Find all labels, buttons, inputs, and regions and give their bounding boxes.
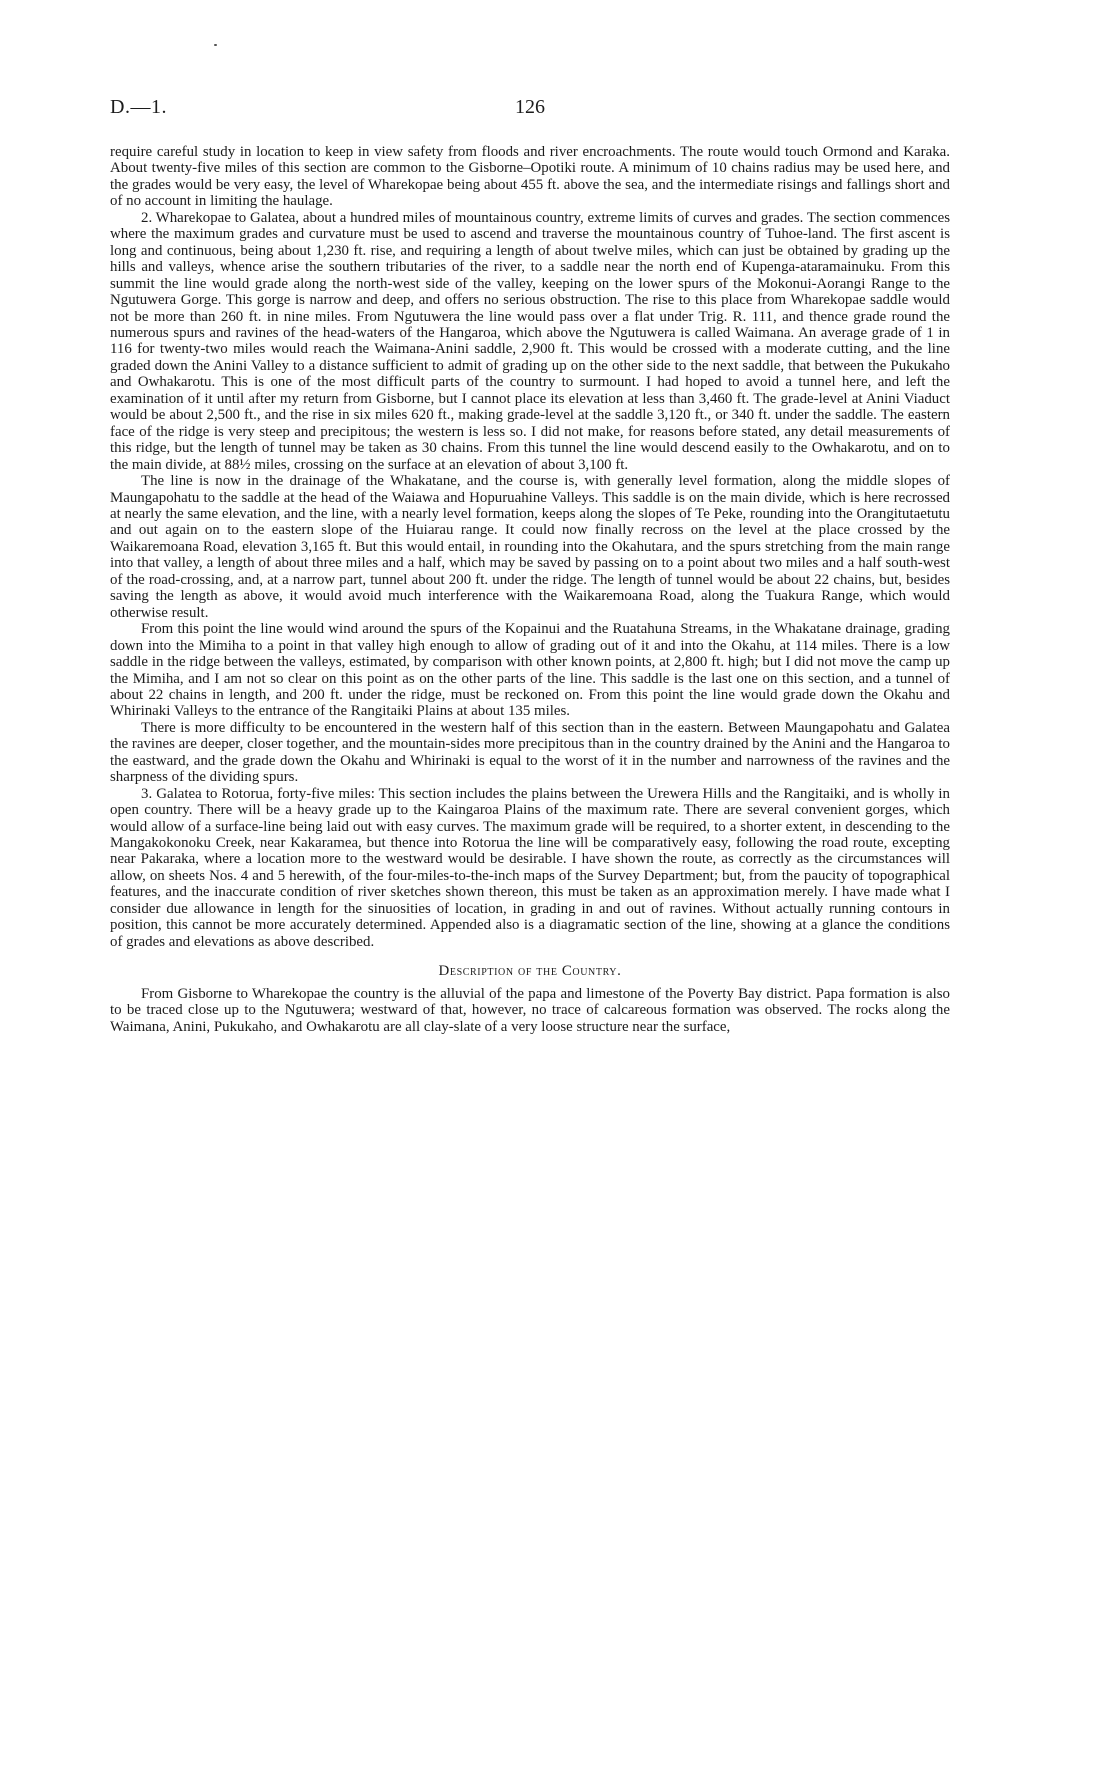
body-text xyxy=(110,144,950,1035)
paragraph-whakatane-drainage: The line is now in the drainage of the Whakatane, and the course is, with generally level formation, along the middle slopes of Maungapohatu to the saddle at the head of the Waiawa and Hopuruahine Valleys. This saddle is on the main divide, which is here recrossed at nearly the same elevation, and the line, with a nearly level formation, keeps along the slopes of Te Peke, rounding into the Orangitutaetutu and out again on to the eastern slope of the Huiarau range. It could now finally recross on the level at the place crossed by the Waikaremoana Road, elevation 3,165 ft. But this would entail, in rounding into the Okahutara, and the spurs stretching from the main range into that valley, a length of about three miles and a half, which may be saved by passing on to a point about two miles and a half south-west of the road-crossing, and, at a narrow part, tunnel about 200 ft. under the ridge. The length of tunnel would be about 22 chains, but, besides saving the length as above, it would avoid much interference with the Waikaremoana Road, along the Tuakura Range, which would otherwise result. xyxy=(110,473,950,621)
paragraph-western-half: There is more difficulty to be encountered in the western half of this section than in the eastern. Between Maungapohatu and Galatea the ravines are deeper, closer together, and the mountain-sides more precipitous than in the country drained by the Anini and the Hangaroa to the eastward, and the grade down the Okahu and Whirinaki is equal to the worst of it in the number and narrowness of the ravines and the sharpness of the dividing spurs. xyxy=(110,719,950,786)
paragraph-section-3: 3. Galatea to Rotorua, forty-five miles: This section includes the plains between the Urewera Hills and the Rangitaiki, and is wholly in open country. There will be a heavy grade up to the Kaingaroa Plains of the maximum rate. There are several convenient gorges, which would allow of a surface-line being laid out with easy curves. The maximum grade will be required, to a shorter extent, in descending to the Mangakokonoku Creek, near Kakaramea, but thence into Rotorua the line will be comparatively easy, following the road route, excepting near Pakaraka, where a location more to the westward would be desirable. I have shown the route, as correctly as the circumstances will allow, on sheets Nos. 4 and 5 herewith, of the four-miles-to-the-inch maps of the Survey Department; but, from the paucity of topographical features, and the inaccurate condition of river sketches shown thereon, this must be taken as an approximation merely. I have made what I consider due allowance in length for the sinuosities of location, in grading in and out of ravines. Without actually running contours in position, this cannot be more accurately determined. Appended also is a diagramatic section of the line, showing at a glance the conditions of grades and elevations as above described. xyxy=(110,785,950,950)
series-code: D.—1. xyxy=(110,96,167,118)
paragraph-continuation: require careful study in location to keep in view safety from floods and river encroachments. The route would touch Ormond and Karaka. About twenty-five miles of this section are common to the Gisborne–Opotiki route. A minimum of 10 chains radius may be used here, and the grades would be very easy, the level of Wharekopae being about 455 ft. above the sea, and the intermediate risings and fallings short and of no account in limiting the haulage. xyxy=(110,144,950,210)
page-header xyxy=(110,96,950,124)
paragraph-description: From Gisborne to Wharekopae the country is the alluvial of the papa and limestone of the Poverty Bay district. Papa formation is also to be traced close up to the Ngutuwera; westward of that, however, no trace of calcareous formation was observed. The rocks along the Waimana, Anini, Pukukaho, and Owhakarotu are all clay-slate of a very loose structure near the surface, xyxy=(110,985,950,1035)
scan-speck xyxy=(214,44,217,46)
paragraph-section-2: 2. Wharekopae to Galatea, about a hundred miles of mountainous country, extreme limits of curves and grades. The section commences where the maximum grades and curvature must be used to ascend and traverse the mountainous country of Tuhoe-land. The first ascent is long and continuous, being about 1,230 ft. rise, and requiring a length of about twelve miles, which can just be obtained by grading up the hills and valleys, whence arise the southern tributaries of the river, to a saddle near the north end of Kupenga-ataramainuku. From this summit the line would grade along the north-west side of the valley, keeping on the lower spurs of the Mokonui-Aorangi Range to the Ngutuwera Gorge. This gorge is narrow and deep, and offers no serious obstruction. The rise to this place from Wharekopae saddle would not be more than 260 ft. in nine miles. From Ngutuwera the line would pass over a flat under Trig. R. 111, and thence grade round the numerous spurs and ravines of the head-waters of the Hangaroa, which above the Ngutuwera is called Waimana. An average grade of 1 in 116 for twenty-two miles would reach the Waimana-Anini saddle, 2,900 ft. This would be crossed with a moderate cutting, and the line graded down the Anini Valley to a distance sufficient to admit of grading up on the other side to the next saddle, that between the Pukukaho and Owhakarotu. This is one of the most difficult parts of the country to surmount. I had hoped to avoid a tunnel here, and left the examination of it until after my return from Gisborne, but I cannot place its elevation at less than 3,460 ft. The grade-level at Anini Viaduct would be about 2,500 ft., and the rise in six miles 620 ft., making grade-level at the saddle 3,120 ft., or 340 ft. under the saddle. The eastern face of the ridge is very steep and precipitous; the western is less so. I did not make, for reasons before stated, any detail measurements of this ridge, but the length of tunnel may be taken as 30 chains. From this tunnel the line would descend easily to the Owhakarotu, and on to the main divide, at 88½ miles, crossing on the surface at an elevation of about 3,100 ft. xyxy=(110,209,950,473)
paragraph-kopainui-ruatahuna: From this point the line would wind around the spurs of the Kopainui and the Ruatahuna Streams, in the Whakatane drainage, grading down into the Mimiha to a point in that valley high enough to allow of grading out of it and into the Okahu, at 114 miles. There is a low saddle in the ridge between the valleys, estimated, by comparison with other known points, at 2,800 ft. high; but I did not move the camp up the Mimiha, and I am not so clear on this point as on the other parts of the line. This saddle is the last one on this section, and a tunnel of about 22 chains in length, and 200 ft. under the ridge, must be reckoned on. From this point the line would grade down the Okahu and Whirinaki Valleys to the entrance of the Rangitaiki Plains at about 135 miles. xyxy=(110,621,950,720)
section-heading: Description of the Country. xyxy=(438,963,622,980)
page-number: 126 xyxy=(515,96,545,118)
